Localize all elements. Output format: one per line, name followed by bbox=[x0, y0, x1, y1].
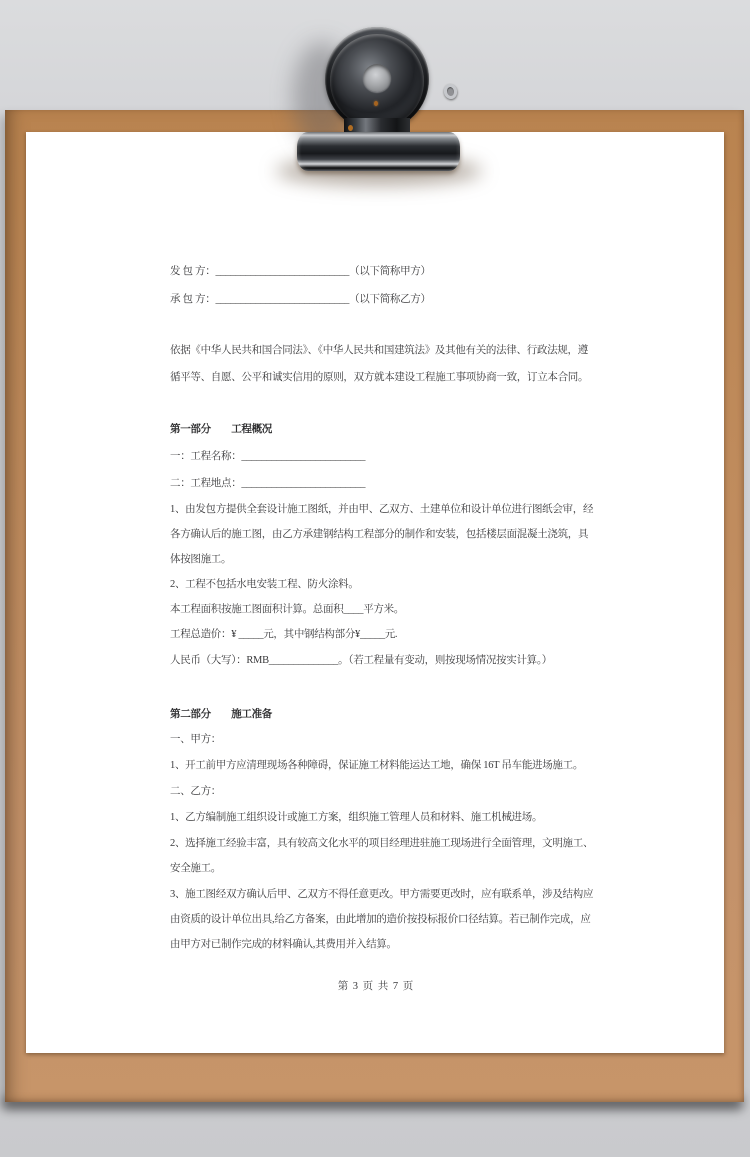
clause-2-b1-line: 1、乙方编制施工组织设计或施工方案，组织施工管理人员和材料、施工机械进场。 bbox=[170, 812, 543, 823]
party-a-subheading: 一、甲方： bbox=[170, 734, 221, 745]
clip-latch-ring-icon bbox=[443, 83, 459, 100]
section2-heading: 第二部分 施工准备 bbox=[170, 709, 272, 720]
clause-2-b3-line-3: 由甲方对已制作完成的材料确认,其费用并入结算。 bbox=[170, 939, 397, 950]
project-name-line: 一：工程名称：_________________________ bbox=[170, 451, 366, 462]
clip-bar-glint-icon bbox=[348, 125, 353, 131]
clip-hole-icon bbox=[363, 64, 391, 92]
party-b-line: 承 包 方：___________________________（以下简称乙方） bbox=[170, 294, 431, 305]
clip-glint-icon bbox=[374, 101, 378, 106]
party-b-subheading: 二、乙方： bbox=[170, 786, 221, 797]
clause-1-2-line: 2、工程不包括水电安装工程、防火涂料。 bbox=[170, 579, 359, 590]
section1-heading: 第一部分 工程概况 bbox=[170, 424, 272, 435]
preamble-line-2: 循平等、自愿、公平和诚实信用的原则，双方就本建设工程施工事项协商一致，订立本合同。 bbox=[170, 372, 589, 383]
clause-1-1-line-1: 1、由发包方提供全套设计施工图纸，并由甲、乙双方、土建单位和设计单位进行图纸会审，经 bbox=[170, 504, 594, 515]
preamble-line-1: 依据《中华人民共和国合同法》、《中华人民共和国建筑法》及其他有关的法律、行政法规，遵 bbox=[170, 345, 588, 356]
total-price-line: 工程总造价：¥ _____元，其中钢结构部分¥_____元. bbox=[170, 629, 398, 640]
project-location-line: 二：工程地点：_________________________ bbox=[170, 478, 366, 489]
clip-jaw-bar-icon bbox=[297, 132, 460, 171]
clause-2-b2-line-1: 2、选择施工经验丰富，具有较高文化水平的项目经理进驻施工现场进行全面管理，文明施工、 bbox=[170, 838, 594, 849]
area-line: 本工程面积按施工图面积计算。总面积____平方米。 bbox=[170, 604, 404, 615]
page-footer: 第 3 页 共 7 页 bbox=[337, 981, 415, 992]
clause-2-b3-line-2: 由资质的设计单位出具,给乙方备案，由此增加的造价按投标报价口径结算。若已制作完成，应 bbox=[170, 914, 591, 925]
clause-2-b2-line-2: 安全施工。 bbox=[170, 863, 221, 874]
rmb-amount-line: 人民币（大写）：RMB______________。（若工程量有变动，则按现场情况按实计算。） bbox=[170, 655, 552, 666]
clause-1-1-line-2: 各方确认后的施工图，由乙方承建钢结构工程部分的制作和安装，包括楼层面混凝土浇筑，具 bbox=[170, 529, 589, 540]
clause-2-a1-line: 1、开工前甲方应清理现场各种障碍，保证施工材料能运达工地，确保 16T 吊车能进场施工。 bbox=[170, 760, 584, 771]
clause-1-1-line-3: 体按图施工。 bbox=[170, 554, 232, 565]
party-a-line: 发 包 方：___________________________（以下简称甲方） bbox=[170, 266, 431, 277]
clause-2-b3-line-1: 3、施工图经双方确认后甲、乙双方不得任意更改。甲方需要更改时，应有联系单，涉及结构应 bbox=[170, 889, 594, 900]
